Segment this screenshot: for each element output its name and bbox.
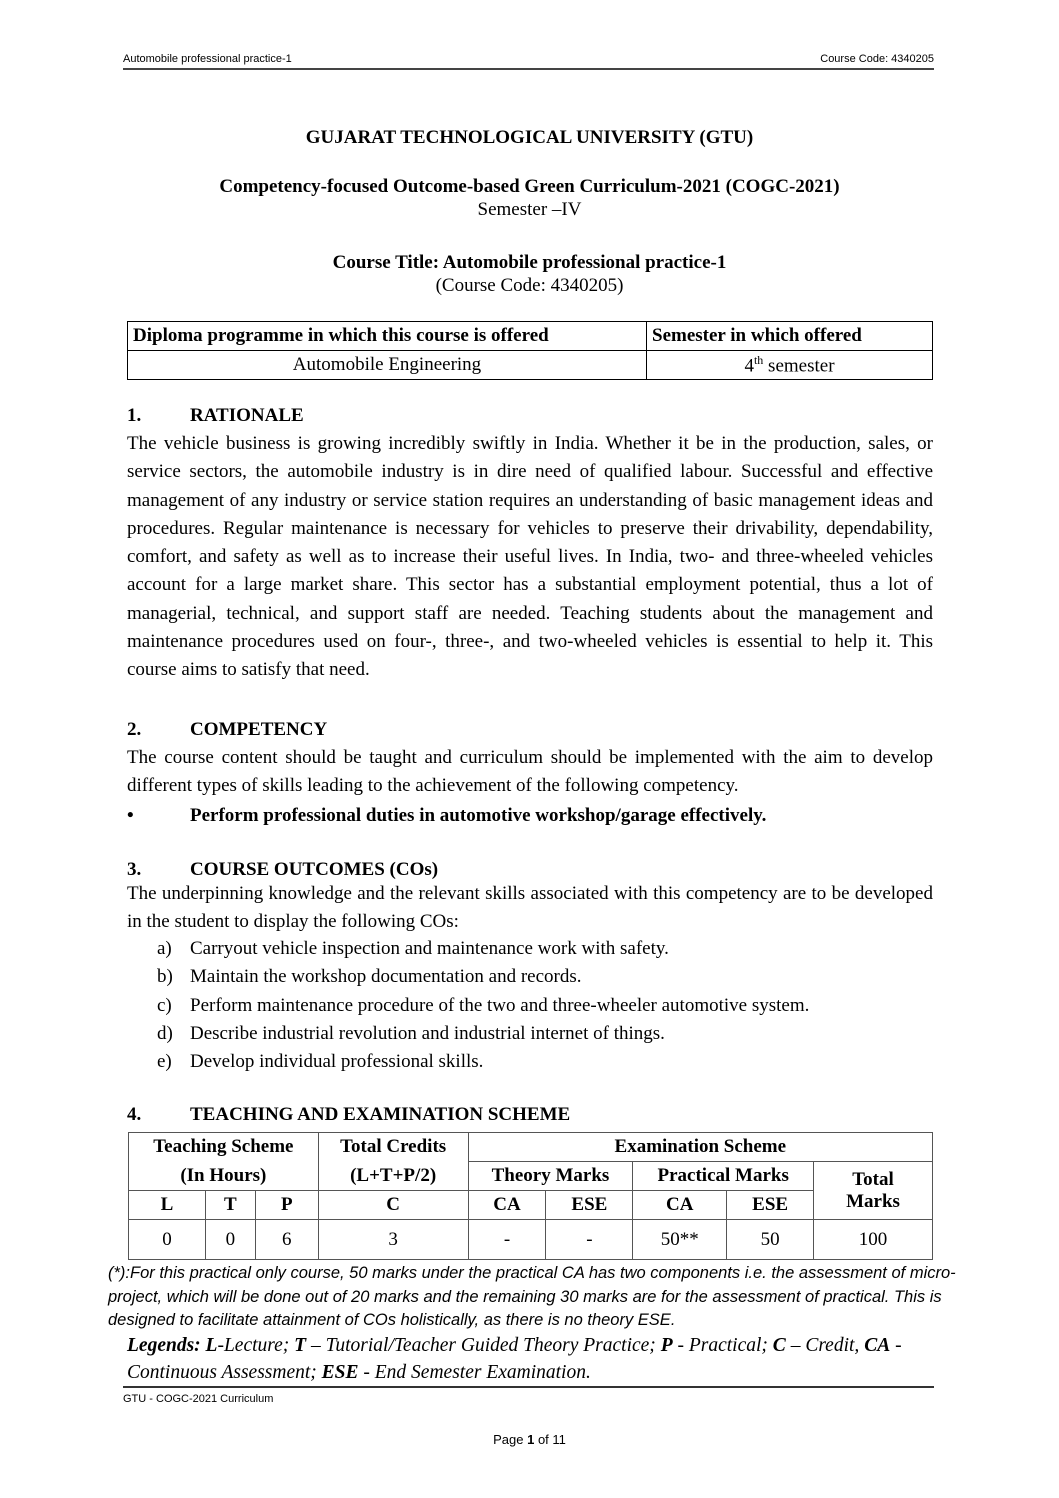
total-credits-header: Total Credits <box>318 1133 468 1162</box>
course-outcomes-list <box>157 935 937 1076</box>
programme-table <box>127 321 933 380</box>
course-code: (Course Code: 4340205) <box>435 275 624 296</box>
legend-key: L <box>205 1335 218 1356</box>
value-l: 0 <box>129 1220 206 1260</box>
semester-value: 4th semester <box>647 351 933 380</box>
competency-text: The course content should be taught and curriculum should be implemented with the aim to develop different types of skills leading to the achievement of the following competency. <box>127 747 933 797</box>
co-item: c) Perform maintenance procedure of the two and three-wheeler automotive system. <box>157 994 810 1016</box>
co-item: a) Carryout vehicle inspection and maintenance work with safety. <box>157 938 669 959</box>
university-title: GUJARAT TECHNOLOGICAL UNIVERSITY (GTU) <box>305 127 754 148</box>
running-header <box>123 51 934 70</box>
value-c: 3 <box>318 1220 468 1260</box>
in-hours-header: (In Hours) <box>129 1162 319 1191</box>
curriculum-title: Competency-focused Outcome-based Green Curriculum-2021 (COGC-2021) <box>219 176 840 197</box>
footer-divider <box>123 1386 934 1388</box>
co-item: b) Maintain the workshop documentation and records. <box>157 966 582 988</box>
total-marks-header: Total Marks <box>814 1162 933 1220</box>
theory-marks-header: Theory Marks <box>468 1162 633 1191</box>
value-theory-ca: - <box>468 1220 546 1260</box>
value-practical-ca: 50** <box>633 1220 727 1260</box>
co-item: e) Develop individual professional skills. <box>157 1051 484 1073</box>
legend-key: T <box>294 1335 307 1356</box>
course-outcomes-text: The underpinning knowledge and the relevant skills associated with this competency are to be developed in the student to display the following COs: <box>127 883 933 933</box>
examination-scheme-header: Examination Scheme <box>468 1133 932 1162</box>
legend: Legends: L-Lecture; T – Tutorial/Teacher Guided Theory Practice; P - Practical; C – Credit, CA - Continuous Assessment; ESE - End Semester Examination. <box>127 1335 902 1383</box>
semester-header: Semester in which offered <box>647 322 933 351</box>
footer-curriculum: GTU - COGC-2021 Curriculum <box>123 1393 274 1405</box>
page-number: Page 1 of 11 <box>493 1432 566 1447</box>
sub-header-theory-ese: ESE <box>546 1191 633 1220</box>
sub-header-practical-ca: CA <box>633 1191 727 1220</box>
bullet-icon: • <box>127 805 134 826</box>
programme-header: Diploma programme in which this course is offered <box>128 322 647 351</box>
sub-header-l: L <box>129 1191 206 1220</box>
scheme-footnote: (*):For this practical only course, 50 marks under the practical CA has two components i.e. the assessment of micro-project, which will be done out of 20 marks and the remaining 30 marks are for the assessment of practical. This is designed to facilitate attainment of COs holistically, as there is no theory ESE. <box>108 1264 956 1329</box>
value-total-marks: 100 <box>814 1220 933 1260</box>
section-heading-rationale: 1. RATIONALE <box>127 405 304 426</box>
programme-value: Automobile Engineering <box>128 351 647 380</box>
value-practical-ese: 50 <box>727 1220 814 1260</box>
credit-formula-header: (L+T+P/2) <box>318 1162 468 1191</box>
rationale-text: The vehicle business is growing incredibly swiftly in India. Whether it be in the production, sales, or service sectors, the automobile industry is in dire need of qualified labour. Successful and effective management of any industry or service station requires an understanding of basic management ideas and procedures. Regular maintenance is necessary for vehicles to preserve their drivability, dependability, comfort, and safety as well as to increase their useful lives. In India, two- and three-wheeled vehicles account for a large market share. This sector has a substantial employment potential, thus a lot of managerial, technical, and support staff are needed. Teaching students about the management and maintenance procedures used on four-, three-, and two-wheeled vehicles is essential to help it. This course aims to satisfy that need. <box>127 433 933 681</box>
sub-header-c: C <box>318 1191 468 1220</box>
value-t: 0 <box>205 1220 255 1260</box>
section-heading-competency: 2. COMPETENCY <box>127 719 328 740</box>
legend-key: ESE <box>321 1362 359 1383</box>
sub-header-theory-ca: CA <box>468 1191 546 1220</box>
section-heading-scheme: 4. TEACHING AND EXAMINATION SCHEME <box>127 1104 571 1125</box>
legend-key: P <box>660 1335 673 1356</box>
header-course-name: Automobile professional practice-1 <box>123 53 292 65</box>
sub-header-t: T <box>205 1191 255 1220</box>
sub-header-p: P <box>255 1191 318 1220</box>
value-p: 6 <box>255 1220 318 1260</box>
value-theory-ese: - <box>546 1220 633 1260</box>
practical-marks-header: Practical Marks <box>633 1162 814 1191</box>
competency-bullet: • Perform professional duties in automotive workshop/garage effectively. <box>127 805 767 826</box>
header-course-code: Course Code: 4340205 <box>820 53 934 65</box>
sub-header-practical-ese: ESE <box>727 1191 814 1220</box>
teaching-scheme-header: Teaching Scheme <box>129 1133 319 1162</box>
teaching-examination-table <box>128 1132 933 1260</box>
legend-key: C <box>772 1335 786 1356</box>
section-heading-course-outcomes: 3. COURSE OUTCOMES (COs) <box>127 859 439 880</box>
semester-label: Semester –IV <box>477 199 582 220</box>
legend-key: CA <box>864 1335 891 1356</box>
co-item: d) Describe industrial revolution and industrial internet of things. <box>157 1022 665 1044</box>
course-title: Course Title: Automobile professional practice-1 <box>332 252 727 273</box>
